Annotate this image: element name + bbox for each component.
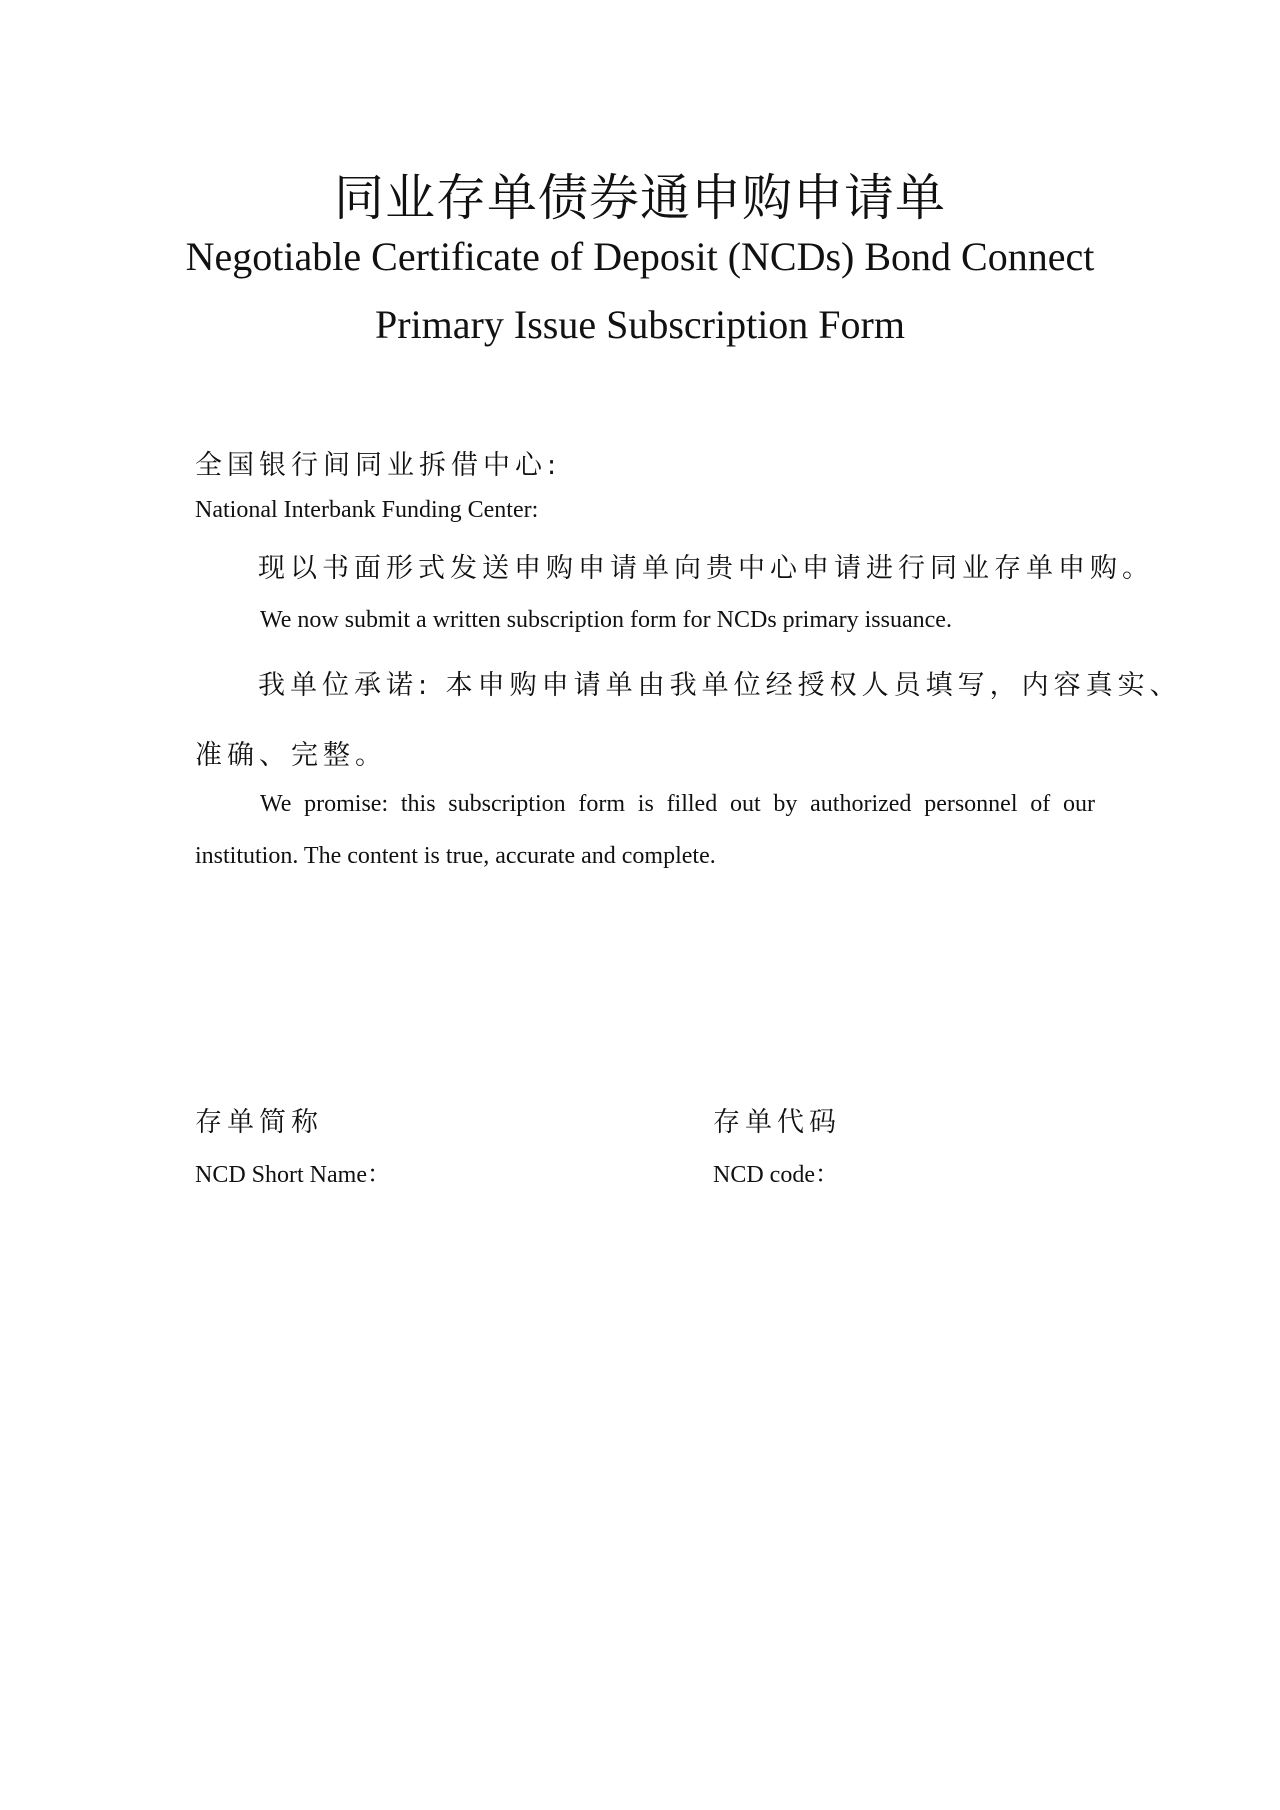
- title-chinese: 同业存单债券通申购申请单: [334, 169, 946, 227]
- title-english-line-1: Negotiable Certificate of Deposit (NCDs) Bond Connect: [185, 234, 1095, 279]
- ncd-short-name-label-chinese: 存单简称: [195, 1107, 323, 1138]
- promise-english-line-1: We promise: this subscription form is filled out by authorized personnel of our: [260, 791, 1095, 817]
- ncd-short-name-label-english: NCD Short Name：: [195, 1162, 391, 1188]
- ncd-code-label-chinese: 存单代码: [713, 1107, 841, 1138]
- statement-chinese: 现以书面形式发送申购申请单向贵中心申请进行同业存单申购。: [258, 553, 1154, 584]
- ncd-code-label-english: NCD code：: [713, 1162, 839, 1188]
- recipient-chinese: 全国银行间同业拆借中心:: [195, 450, 562, 481]
- promise-english-line-2: institution. The content is true, accurate and complete.: [195, 843, 716, 869]
- title-english-line-2: Primary Issue Subscription Form: [375, 302, 905, 347]
- statement-english: We now submit a written subscription form for NCDs primary issuance.: [260, 607, 952, 633]
- promise-chinese-line-1: 我单位承诺: 本申购申请单由我单位经授权人员填写，内容真实、: [258, 670, 1182, 701]
- promise-chinese-line-2: 准确、完整。: [195, 740, 387, 771]
- recipient-english: National Interbank Funding Center:: [195, 497, 539, 523]
